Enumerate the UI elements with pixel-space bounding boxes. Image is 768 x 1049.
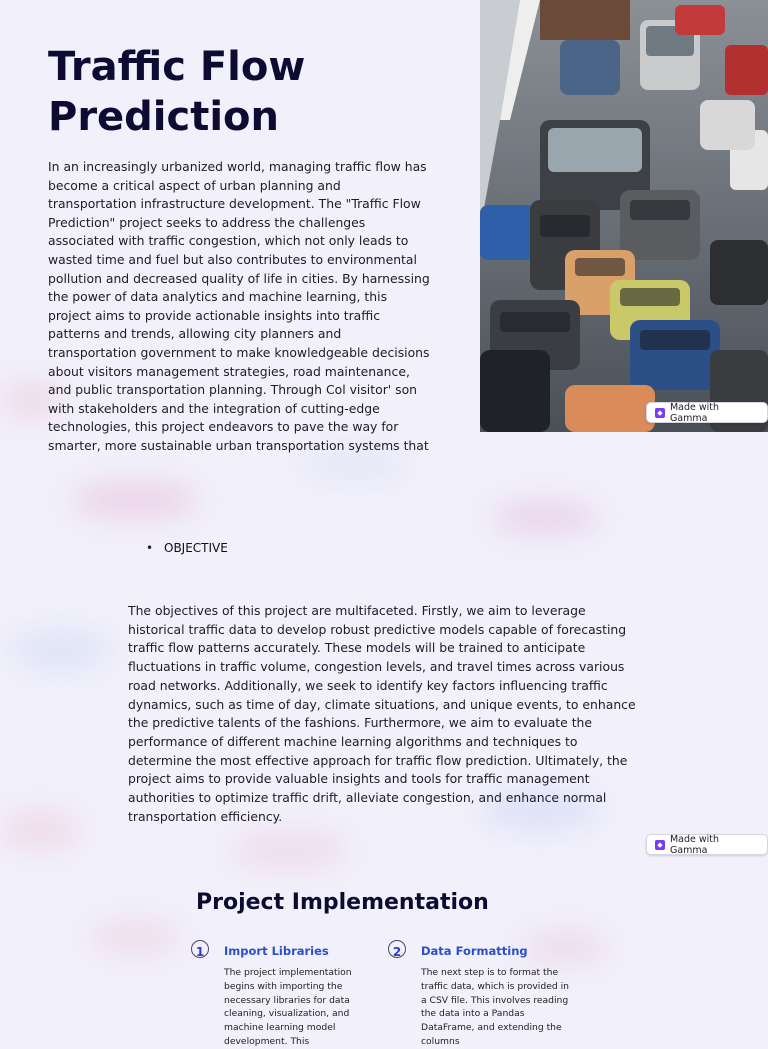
title-slide: [0, 0, 768, 453]
intro-paragraph: In an increasingly urbanized world, managing traffic flow has become a critical aspect of urban planning and transportation infrastructure development. The "Traffic Flow Prediction" project seeks to address the challenges associated with traffic congestion, which not only leads to wasted time and fuel but also contributes to environmental pollution and decreased quality of life in cities. By harnessing the power of data analytics and machine learning, this project aims to provide actionable insights into traffic patterns and trends, allowing city planners and transportation government to make knowledgeable decisions about visitors management strategies, road maintenance, and public transportation planning. Through Col visitor' son with stakeholders and the integration of cutting-edge technologies, this project endeavors to pave the way for smarter, more sustainable urban transportation systems that: [48, 159, 430, 453]
background-blob: [520, 930, 610, 965]
background-blob: [0, 810, 80, 850]
step-number: 1: [191, 940, 209, 958]
objective-paragraph: The objectives of this project are multifaceted. Firstly, we aim to leverage historical traffic data to develop robust predictive models capable of forecasting traffic flow patterns accurately. These models will be trained to anticipate fluctuations in traffic volume, congestion levels, and travel times across various road networks. Additionally, we seek to identify key factors influencing traffic dynamics, such as time of day, climate situations, and unique events, to enhance the predictive talents of the fashions. Furthermore, we aim to evaluate the performance of different machine learning algorithms and techniques to determine the most effective approach for traffic flow prediction. Ultimately, the project aims to provide valuable insights and tools for traffic management authorities to optimize traffic drift, alleviate congestion, and enhance normal transportation efficiency.: [128, 603, 636, 824]
background-blob: [10, 630, 110, 670]
background-blob: [70, 480, 200, 520]
background-blob: [490, 500, 600, 535]
made-with-gamma-badge[interactable]: [646, 834, 768, 855]
section-title: Project Implementation: [196, 890, 489, 915]
step-title: Import Libraries: [224, 944, 329, 958]
made-with-gamma-badge[interactable]: [646, 402, 768, 423]
gamma-logo-icon: ◆: [655, 840, 665, 850]
objective-heading: OBJECTIVE: [164, 541, 228, 555]
background-blob: [230, 830, 350, 870]
traffic-photo: [480, 0, 768, 432]
badge-label: Made with Gamma: [669, 401, 720, 424]
step-description: The project implementation begins with importing the necessary libraries for data cleaning, visualization, and machine learning model development. This: [224, 967, 352, 1047]
step-title: Data Formatting: [421, 944, 528, 958]
traffic-jam-image: [480, 0, 768, 432]
gamma-logo-icon: ◆: [655, 408, 665, 418]
background-blob: [90, 920, 180, 955]
page-title: Traffic Flow Prediction: [48, 44, 306, 140]
bullet-dot-icon: •: [146, 541, 154, 555]
step-description: The next step is to format the traffic data, which is provided in a CSV file. This involves reading the data into a Pandas DataFrame, and extending the columns: [421, 967, 569, 1047]
step-number: 2: [388, 940, 406, 958]
badge-label: Made with Gamma: [669, 833, 720, 856]
